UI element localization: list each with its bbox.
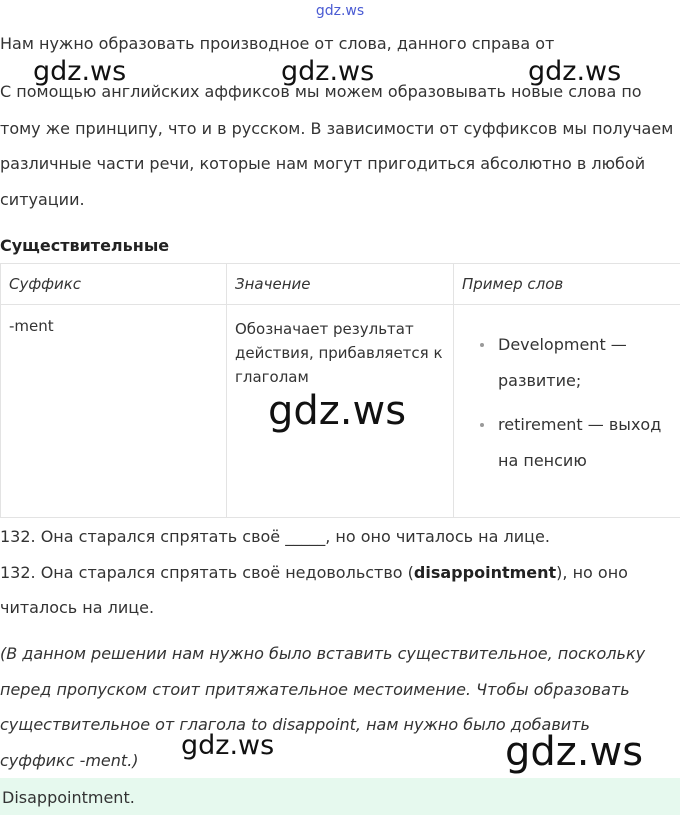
meaning-line: Обозначает результат	[235, 320, 414, 338]
example-line: на пенсию	[498, 451, 587, 470]
explanation-line: существительное от глагола to disappoint, нам нужно было добавить	[0, 715, 590, 734]
meaning-line: глаголам	[235, 368, 309, 386]
exercise-answer-line2: читалось на лице.	[0, 598, 155, 617]
paragraph-line: тому же принципу, что и в русском. В зависимости от суффиксов мы получаем	[0, 119, 674, 138]
task-line: Нам нужно образовать производное от слова, данного справа от	[0, 34, 555, 53]
answer-word: disappointment	[413, 563, 557, 582]
table-header-cell: Пример слов	[454, 264, 680, 305]
paragraph-line: ситуации.	[0, 190, 85, 209]
paragraph-line: С помощью английских аффиксов мы можем образовывать новые слова по	[0, 82, 642, 101]
paragraph-line: различные части речи, которые нам могут пригодиться абсолютно в любой	[0, 154, 646, 173]
watermark: gdz.ws	[281, 56, 375, 87]
examples-cell	[454, 305, 680, 518]
answer-prefix: 132. Она старался спрятать своё недовольство (	[0, 563, 414, 582]
meaning-line: действия, прибавляется к	[235, 344, 443, 362]
suffix-value: -ment	[9, 317, 54, 335]
watermark-top: gdz.ws	[315, 3, 365, 19]
watermark: gdz.ws	[33, 56, 127, 87]
list-item	[470, 327, 680, 399]
exercise-question: 132. Она старался спрятать своё _____, но оно читалось на лице.	[0, 527, 550, 546]
suffix-cell	[1, 305, 227, 518]
example-line: retirement — выход	[498, 415, 662, 434]
watermark: gdz.ws	[181, 730, 275, 761]
list-item	[470, 407, 680, 479]
exercise-answer	[0, 563, 628, 582]
table-header-cell: Значение	[227, 264, 454, 305]
watermark: gdz.ws	[268, 388, 407, 434]
explanation-line: суффикс -ment.)	[0, 751, 139, 770]
table-header-row	[1, 264, 680, 305]
section-heading: Существительные	[0, 236, 170, 255]
answer-suffix: ), но оно	[556, 563, 628, 582]
examples-list	[470, 327, 680, 479]
explanation-line: (В данном решении нам нужно было вставить существительное, поскольку	[0, 644, 646, 663]
example-line: развитие;	[498, 371, 582, 390]
watermark: gdz.ws	[528, 56, 622, 87]
table-header-cell: Суффикс	[1, 264, 227, 305]
final-answer: Disappointment.	[2, 788, 135, 807]
explanation-line: перед пропуском стоит притяжательное местоимение. Чтобы образовать	[0, 680, 630, 699]
watermark: gdz.ws	[505, 729, 644, 775]
example-line: Development —	[498, 335, 627, 354]
